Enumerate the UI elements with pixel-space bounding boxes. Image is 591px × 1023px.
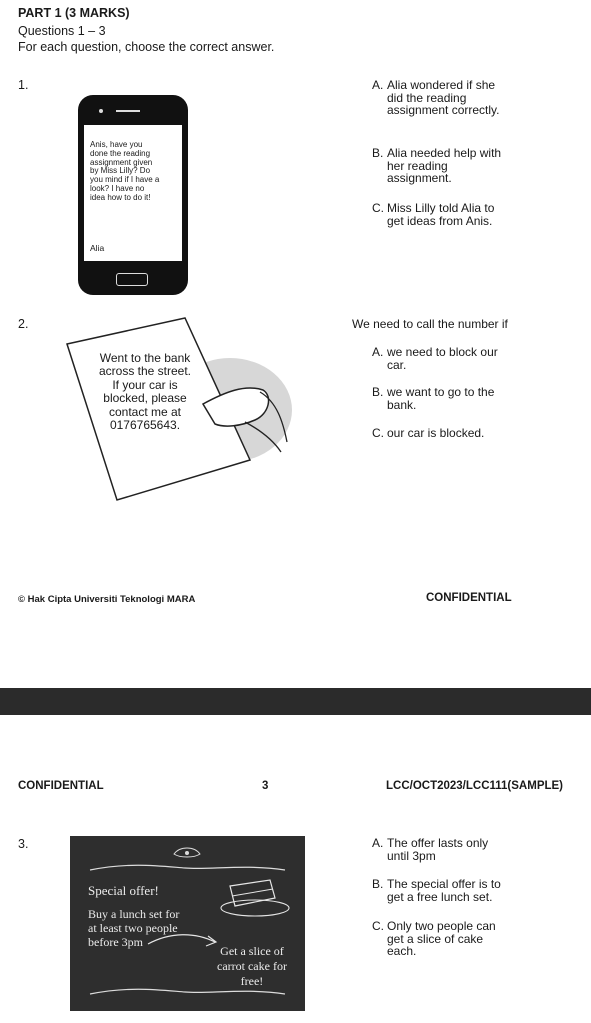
offer-free-cake xyxy=(217,944,287,989)
option-text: each. xyxy=(387,944,417,958)
option-letter: C. xyxy=(372,426,384,440)
question-2-stem: We need to call the number if xyxy=(352,317,508,331)
q2-option-b[interactable] xyxy=(372,386,582,414)
option-text: Alia wondered if she xyxy=(387,78,496,92)
offer-title: Special offer! xyxy=(88,883,159,898)
note-line: If your car is xyxy=(112,377,178,392)
question-3-number: 3. xyxy=(18,837,29,851)
page-number: 3 xyxy=(262,780,269,792)
q1-option-c[interactable] xyxy=(372,202,582,230)
option-letter: B. xyxy=(372,877,384,891)
message-line: assignment given xyxy=(90,157,153,167)
note-text xyxy=(80,352,210,432)
option-text: until 3pm xyxy=(387,848,436,863)
instruction: For each question, choose the correct answer. xyxy=(18,40,275,54)
offer-line: at least two people xyxy=(88,921,178,935)
offer-line: before 3pm xyxy=(88,935,143,949)
offer-line: free! xyxy=(240,974,264,988)
option-text: assignment. xyxy=(387,171,452,185)
option-letter: C. xyxy=(372,919,384,933)
q1-option-b[interactable] xyxy=(372,147,582,187)
option-text: her reading xyxy=(387,158,448,173)
speaker-icon xyxy=(116,110,140,112)
q2-option-c[interactable] xyxy=(372,427,582,443)
option-text: The offer lasts only xyxy=(387,836,489,850)
question-2-number: 2. xyxy=(18,317,29,331)
q1-option-a[interactable] xyxy=(372,79,582,119)
option-text: our car is blocked. xyxy=(387,426,485,440)
questions-range: Questions 1 – 3 xyxy=(18,24,106,38)
option-text: The special offer is to xyxy=(387,877,501,891)
message-line: by Miss Lilly? Do xyxy=(90,166,151,176)
option-text: assignment correctly. xyxy=(387,103,500,117)
option-text: bank. xyxy=(387,397,417,412)
option-text: we want to go to the xyxy=(387,385,495,399)
option-text: get ideas from Anis. xyxy=(387,213,493,228)
note-line: blocked, please xyxy=(103,391,187,406)
message-line: you mind if I have a xyxy=(90,175,160,185)
offer-line: Buy a lunch set for xyxy=(88,907,180,921)
option-text: get a free lunch set. xyxy=(387,889,493,904)
offer-line: carrot cake for xyxy=(217,959,287,973)
text-message xyxy=(90,141,159,203)
document-code: LCC/OCT2023/LCC111(SAMPLE) xyxy=(386,780,564,792)
question-1-number: 1. xyxy=(18,78,29,92)
option-letter: C. xyxy=(372,201,384,215)
footer-confidential: CONFIDENTIAL xyxy=(426,592,512,604)
page-break xyxy=(0,688,591,715)
message-signer: Alia xyxy=(90,243,105,253)
part-heading: PART 1 (3 MARKS) xyxy=(18,6,130,20)
copyright: © Hak Cipta Universiti Teknologi MARA xyxy=(18,594,196,605)
q3-option-a[interactable] xyxy=(372,837,582,865)
option-text: get a slice of cake xyxy=(387,931,484,946)
option-letter: A. xyxy=(372,836,384,850)
page2-confidential: CONFIDENTIAL xyxy=(18,780,104,792)
q3-option-c[interactable] xyxy=(372,920,582,960)
option-letter: A. xyxy=(372,345,384,359)
q2-option-a[interactable] xyxy=(372,346,582,374)
option-text: Alia needed help with xyxy=(387,146,502,160)
note-line: contact me at xyxy=(108,404,182,419)
option-text: car. xyxy=(387,357,407,372)
offer-body xyxy=(88,907,179,949)
phone-illustration xyxy=(78,95,188,295)
message-line: look? I have no xyxy=(90,183,145,193)
option-letter: B. xyxy=(372,385,384,399)
option-text: we need to block our xyxy=(387,345,498,359)
option-text: Only two people can xyxy=(387,919,496,933)
offer-line: Get a slice of xyxy=(220,944,284,958)
phone-screen xyxy=(84,125,182,261)
note-line: 0176765643. xyxy=(109,418,181,433)
option-letter: B. xyxy=(372,146,384,160)
option-letter: A. xyxy=(372,78,384,92)
message-line: idea how to do it! xyxy=(90,192,151,202)
note-line: across the street. xyxy=(98,364,192,379)
q3-option-b[interactable] xyxy=(372,878,582,906)
message-line: Anis, have you xyxy=(90,140,143,149)
chalkboard-sign xyxy=(70,836,305,1011)
camera-icon xyxy=(99,109,103,113)
option-text: Miss Lilly told Alia to xyxy=(387,201,495,215)
message-line: done the reading xyxy=(90,148,151,158)
home-button-icon xyxy=(116,273,148,286)
note-line: Went to the bank xyxy=(99,351,191,365)
option-text: did the reading xyxy=(387,90,467,105)
